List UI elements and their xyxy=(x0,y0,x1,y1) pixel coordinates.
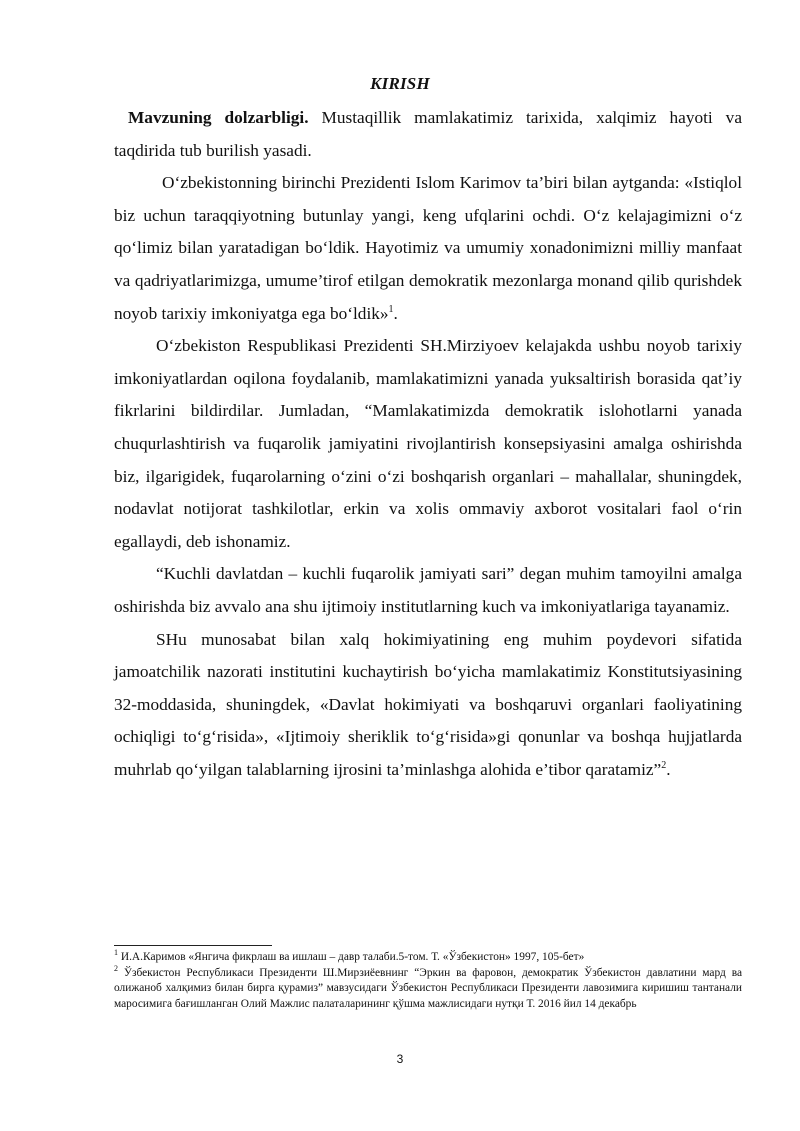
footnote-ref-2[interactable]: 2 xyxy=(661,760,667,772)
footnote-1-text: И.А.Каримов «Янгича фикрлаш ва ишлаш – давр талаби.5-том. Т. «Ўзбекистон» 1997, 105-бет» xyxy=(118,951,585,963)
karimov-quote-tail: . xyxy=(393,303,398,323)
relevance-heading: Mavzuning dolzarbligi. xyxy=(128,108,309,127)
paragraph-relevance xyxy=(114,102,742,167)
public-control-text: SHu munosabat bilan xalq hokimiyatining eng muhim poydevori sifatida jamoatchilik nazorati institutini kuchaytirish bo‘yicha mamlakatimiz Konstitutsiyasining 32-moddasida, shuningdek, «Davlat hokimiyati va boshqaruvi organlari faoliyatining ochiqligi to‘g‘risida», «Ijtimoiy sheriklik to‘g‘risida»gi qonunlar va boshqa hujjatlarda muhrlab qo‘yilgan talablarning ijrosini ta’minlashga alohida e’tibor qaratamiz” xyxy=(114,629,742,779)
footnote-ref-1[interactable]: 1 xyxy=(388,303,394,315)
karimov-quote-text: O‘zbekistonning birinchi Prezidenti Islom Karimov ta’biri bilan aytganda: «Istiqlol biz uchun taraqqiyotning butunlay yangi, keng ufqlarini ochdi. O‘z kelajagimizni o‘z qo‘limiz bilan yaratadigan bo‘ldik. Hayotimiz va umumiy xonadonimizni milliy manfaat va qadriyatlarimizga, umume’tirof etilgan demokratik mezonlarga monand qilib qurishdek noyob tarixiy imkoniyatga ega bo‘ldik» xyxy=(114,173,742,323)
paragraph-public-control xyxy=(114,624,742,787)
paragraph-strong-state: “Kuchli davlatdan – kuchli fuqarolik jamiyati sari” degan muhim tamoyilni amalga oshirishda biz avvalo ana shu ijtimoiy institutlarning kuch va imkoniyatlariga tayanamiz. xyxy=(114,564,742,616)
footnote-mark-1: 1 xyxy=(114,948,118,958)
relevance-text: Mustaqillik mamlakatimiz tarixida, xalqimiz hayoti va taqdirida tub burilish yasadi. xyxy=(114,108,742,160)
paragraph-mirziyoev: O‘zbekiston Respublikasi Prezidenti SH.Mirziyoev kelajakda ushbu noyob tarixiy imkoniyatlardan oqilona foydalanib, mamlakatimizni yanada yuksaltirish borasida qat’iy fikrlarini bildirdilar. Jumladan, “Mamlakatimizda demokratik islohotlarni yanada chuqurlashtirish va fuqarolik jamiyatini rivojlantirish konsepsiyasini amalga oshirishda biz, ilgarigidek, fuqarolarning o‘zini o‘zi boshqarish organlari – mahallalar, shuningdek, nodavlat notijorat tashkilotlar, erkin va xolis ommaviy axborot vositalari faol o‘rin egallaydi, deb ishonamiz. xyxy=(114,336,742,551)
page-title: KIRISH xyxy=(370,74,430,93)
footnote-1 xyxy=(114,950,742,966)
page-number: 3 xyxy=(396,1052,404,1066)
paragraph-karimov-quote xyxy=(114,167,742,330)
body-text xyxy=(114,102,742,786)
footnote-2-text: Ўзбекистон Республикаси Президенти Ш.Мирзиёевнинг “Эркин ва фаровон, демократик Ўзбекистон давлатини мард ва олижаноб халқимиз билан бирга қурамиз” мавзусидаги Ўзбекистон Республикаси Президенти лавозимига киришиш тантанали маросимига бағишланган Олий Мажлис палаталарининг қўшма мажлисидаги нутқи Т. 2016 йил 14 декабрь xyxy=(114,966,742,1010)
public-control-tail: . xyxy=(666,759,671,779)
footnote-2 xyxy=(114,963,742,1013)
footnotes xyxy=(114,950,742,1012)
footnote-mark-2: 2 xyxy=(114,963,118,973)
footnote-separator xyxy=(114,945,272,946)
